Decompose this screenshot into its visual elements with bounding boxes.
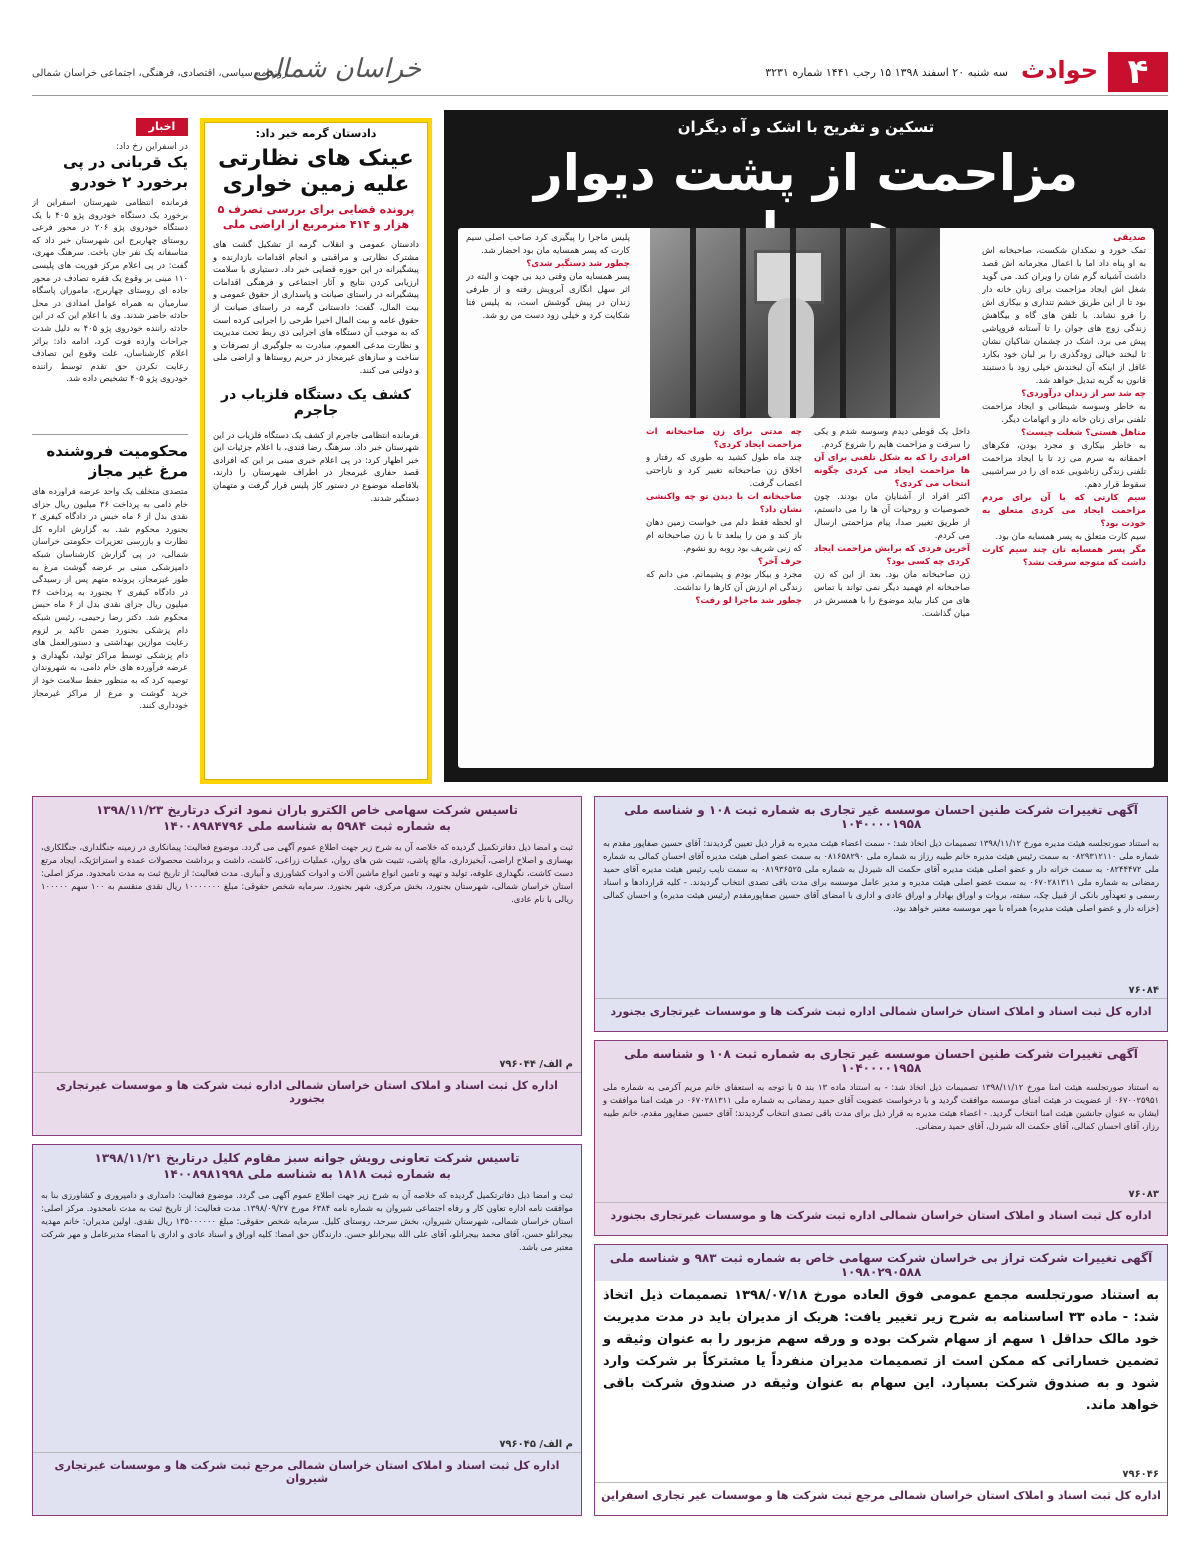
article-kicker: تسکین و تفریح با اشک و آه دیگران bbox=[677, 118, 935, 136]
ad-title: آگهی تغییرات شرکت طنین احسان موسسه غیر تجاری به شماره ثبت ۱۰۸ و شناسه ملی ۱۰۴۰۰۰۰۱۹۵۸ bbox=[624, 803, 1138, 831]
article-paragraph: سیم کارت متعلق به پسر همسایه مان بود. bbox=[995, 532, 1146, 542]
yellow-box-heading-2: کشف یک دستگاه فلزیاب در جاجرم bbox=[221, 386, 411, 419]
news-label: اخبار bbox=[136, 118, 188, 136]
ad-registration: به شماره ثبت ۵۹۸۴ به شناسه ملی ۱۴۰۰۸۹۸۴۷۹۶ bbox=[163, 819, 451, 833]
article-column-4 bbox=[466, 232, 630, 758]
ad-title: آگهی تغییرات شرکت طنین احسان موسسه غیر تجاری به شماره ثبت ۱۰۸ و شناسه ملی ۱۰۴۰۰۰۰۱۹۵۸ bbox=[624, 1047, 1138, 1075]
page-number: ۴ bbox=[1108, 52, 1168, 92]
interview-question: متاهل هستی؟ شغلت چیست؟ bbox=[1021, 428, 1146, 438]
article-column-1 bbox=[982, 232, 1146, 758]
interview-question: چطور شد ماجرا لو رفت؟ bbox=[695, 596, 802, 606]
ad-code: ۷۶۰۸۳ bbox=[1128, 1189, 1159, 1200]
interview-question: چه مدتی برای زن صاحبخانه ات مزاحمت ایجاد کردی؟ bbox=[646, 427, 802, 450]
prison-bars-photo bbox=[650, 228, 940, 418]
article-column-2 bbox=[814, 426, 970, 758]
left-news-column bbox=[32, 118, 188, 784]
news-headline-1: یک قربانی در پی برخورد ۲ خودرو bbox=[62, 153, 188, 191]
ad-footer: اداره کل ثبت اسناد و املاک استان خراسان شمالی اداره ثبت شرکت ها و موسسات غیرتجاری بجنورد bbox=[33, 1072, 581, 1111]
ad-code: ۷۹۶۰۴۶ bbox=[1122, 1469, 1159, 1480]
yellow-box-title: عینک های نظارتی علیه زمین خواری bbox=[218, 146, 414, 197]
interview-question: حرف آخر؟ bbox=[758, 557, 802, 567]
window-shape bbox=[754, 250, 824, 304]
article-headline: مزاحمت از پشت دیوار bbox=[533, 144, 1079, 202]
article-paragraph: چند ماه طول کشید به طوری که رفتار و اخلاق زن صاحبخانه تغییر کرد و ناراحتی اعصاب گرفت. bbox=[646, 453, 802, 489]
interview-question: چطور شد دستگیر شدی؟ bbox=[526, 259, 630, 269]
yellow-box-body-2: فرمانده انتظامی جاجرم از کشف یک دستگاه فلزیاب در این شهرستان خبر داد. سرهنگ رضا قندی، با اعلام جزئیات این خبر اظهار کرد: در پی اعلام خبری مبنی بر این که افرادی قصد حفاری غیرمجاز در اطراف شهرستان را دارند، بلافاصله موضوع در دستور کار پلیس قرار گرفت و متهمان دستگیر شدند. bbox=[213, 429, 419, 503]
article-paragraph: پلیس ماجرا را پیگیری کرد صاحب اصلی سیم کارت که پسر همسایه مان بود احضار شد. bbox=[466, 233, 630, 256]
ad-code: م الف/ ۷۹۶۰۴۵ bbox=[499, 1439, 573, 1450]
newspaper-logo: خراسان شمالی bbox=[252, 54, 422, 84]
legal-ad-4 bbox=[32, 796, 582, 1136]
main-article bbox=[444, 110, 1168, 782]
ad-body: ثبت و امضا ذیل دفاترتکمیل گردیده که خلاصه آن به شرح زیر جهت اطلاع عموم آگهی می گردد. موضوع فعالیت: دامداری و دامپروری و کشاورزی بنا به موافقت نامه اداره تعاون کار و رفاه اجتماعی شیروان به شماره نامه ۶۳۸۴ مورخ ۱۳۹۸/۰۹/۲۷. مدت فعالیت: از تاریخ ثبت به مدت نامحدود. مرکز اصلی: استان خراسان شمالی، شهرستان شیروان، بخش سرحد، روستای کلیل. سرمایه شخص حقوقی: مبلغ ۱۳۵۰۰۰۰۰۰ ریال نقدی. اولین مدیران: خانم مهدیه بیجرانلو حسن، آقای محمد بیجرانلو، آقای علی الله بیجرانلو حسن. دارندگان حق امضا: کلیه اوراق و اسناد عادی و اداری با امضاء مدیرعامل و مهر شرکت معتبر می باشد. bbox=[41, 1190, 574, 1252]
interview-question: صاحبخانه ات با دیدن تو چه واکنشی نشان داد؟ bbox=[646, 492, 802, 515]
yellow-box-kicker: دادستان گرمه خبر داد: bbox=[205, 123, 427, 144]
article-paragraph: او لحظه فقط دلم می خواست زمین دهان باز کند و من را ببلعد تا با زن صاحبخانه ام که زنی شریف بود روبه رو نشوم. bbox=[646, 518, 802, 554]
article-paragraph: مجرد و بیکار بودم و پشیمانم. می دانم که زندگی ام ارزش آن کارها را نداشت. bbox=[646, 570, 802, 593]
newspaper-tagline: روزنامه سیاسی، اقتصادی، فرهنگی، اجتماعی خراسان شمالی bbox=[32, 68, 287, 79]
legal-ad-3 bbox=[594, 1244, 1168, 1516]
article-paragraph: اکثر افراد از آشنایان مان بودند. چون خصوصیات و روحیات آن ها را می دانستم، از طریق تغییر صدا، پیام مزاحمتی ارسال می کردم. bbox=[814, 492, 970, 541]
article-paragraph: به خاطر وسوسه شیطانی و ایجاد مزاحمت تلفنی برای زنان خانه دار و اتهامات دیگر. bbox=[982, 402, 1146, 425]
news-headline-2: محکومیت فروشنده مرغ غیر مجاز bbox=[32, 434, 188, 481]
article-paragraph: به خاطر بیکاری و مجرد بودن، فکرهای احمقانه به سرم می زد تا با ایجاد مزاحمت تلفنی زندگی زناشویی عده ای را در سراشیبی سقوط قرار دهم. bbox=[982, 441, 1146, 490]
article-paragraph: داخل یک قوطی دیدم وسوسه شدم و یکی را سرقت و مزاحمت هایم را شروع کردم. bbox=[814, 427, 970, 450]
interview-question: آخرین فردی که برایش مزاحمت ایجاد کردی چه کسی بود؟ bbox=[814, 544, 970, 567]
ad-body: به استناد صورتجلسه هیئت امنا مورخ ۱۳۹۸/۱۱/۱۲ تصمیمات ذیل اتخاذ شد: - به استناد ماده ۱۳ بند ۵ با توجه به استعفای خانم مریم آکرمی به شماره ملی ۰۶۷۰۰۲۵۹۵۱ از عضویت در هیئت امنای موسسه موافقت گردید و با درخواست عضویت آقای حمید رمضانی به شماره ملی ۰۶۷۰۲۸۱۳۱۱ در هیئت امنا موافقت و ایشان به عنوان جانشین هیئت امنا انتخاب گردید. - اعضاء هیئت مدیره به قرار ذیل برای مدت باقی تصدی انتخاب گردیدند: آقای حسین صفاپور مقدم، خانم طیبه رزاز، آقای احسان کمالی، آقای حکمت اله شیردل، آقای حمید رمضانی. bbox=[603, 1082, 1159, 1131]
article-paragraph: زن صاحبخانه مان بود. بعد از این که زن صاحبخانه ام فهمید دیگر نمی تواند با تماس های من کنار بیاید موضوع را با همسرش در میان گذاشت. bbox=[814, 570, 970, 619]
ad-title: آگهی تغییرات شرکت تراز بی خراسان شرکت سهامی خاص به شماره ثبت ۹۸۳ و شناسه ملی ۱۰۹۸۰۲۹۰۵۸۸ bbox=[595, 1245, 1167, 1281]
news-kicker: در اسفراین رخ داد: bbox=[115, 142, 188, 152]
article-paper bbox=[458, 228, 1154, 768]
interview-question: سیم کارتی که با آن برای مردم مزاحمت ایجاد می کردی متعلق به خودت بود؟ bbox=[982, 493, 1146, 529]
article-author: صدیقی bbox=[1113, 233, 1146, 243]
section-title: حوادث bbox=[1020, 56, 1098, 84]
ad-title: تاسیس شرکت تعاونی رویش جوانه سبز مقاوم کلیل درتاریخ ۱۳۹۸/۱۱/۲۱ bbox=[94, 1151, 520, 1165]
yellow-box-body: دادستان عمومی و انقلاب گرمه از تشکیل گشت های مشترک نظارتی و مراقبتی و انجام اقدامات بازدارنده و پیشگیرانه در این حوزه قضایی خبر داد. دستیاری با سلامت ارزیابی کردن نتایج و آثار اجتماعی و فرهنگی اقدامات پیشگیرانه در راستای صیانت و پاسداری از حقوق عمومی و بیت المال، گفت: دادستانی گرمه در راستای صیانت از حقوق عامه و بیت المال اخیرا طرحی را اجرایی کرده است که به موجب آن دستگاه های اجرایی ذی ربط تحت مدیریت و نظارت مدعی العموم، مبادرت به جلوگیری از تصرفات و ساخت و سازهای غیرمجاز در حریم روستاها و اراضی ملی و دولتی می کنند. bbox=[213, 239, 419, 375]
interview-question: مگر پسر همسایه تان چند سیم کارت داشت که متوجه سرقت نشد؟ bbox=[982, 545, 1146, 568]
news-body-1: فرمانده انتظامی شهرستان اسفراین از برخورد یک دستگاه خودروی پژو ۴۰۵ با یک دستگاه خودروی پژو ۲۰۶ در محور فرعی روستای چهاربرج این شهرستان خبر داد که متاسفانه یک نفر جان باخت. سرهنگ مهری، گفت: در پی اعلام مرکز فوریت های پلیسی ۱۱۰ مبنی بر وقوع یک فقره تصادف در محور جاده ای روستای چهاربرج، ماموران پاسگاه سارمیان به همراه عوامل امدادی در محل حادثه حاضر شدند. وی با اعلام این که در این حادثه راننده خودروی پژو ۴۰۵ به دلیل شدت جراحات وارده فوت کرد، ادامه داد: براثر اعلام کارشناسان، علت وقوع این تصادف رعایت نکردن حق تقدم توسط راننده خودروی پژو ۴۰۵ تشخیص داده شد. bbox=[32, 197, 188, 384]
dateline: سه شنبه ۲۰ اسفند ۱۳۹۸ ۱۵ رجب ۱۴۴۱ شماره ۳۲۳۱ bbox=[765, 66, 1008, 79]
legal-ad-1 bbox=[594, 796, 1168, 1032]
interview-question: افرادی را که به شکل تلفنی برای آن ها مزاحمت ایجاد می کردی چگونه انتخاب می کردی؟ bbox=[814, 453, 970, 489]
ad-body: ثبت و امضا ذیل دفاترتکمیل گردیده که خلاصه آن به شرح زیر جهت اطلاع عموم آگهی می گردد. موضوع فعالیت: پیمانکاری در زمینه جنگلداری، جنگلکاری، بهسازی و اصلاح اراضی، آبخیزداری، مالچ پاشی، تثبیت شن های روان، عملیات زراعی، کاشت، داشت و برداشت محصولات عمده و استراتژیک، ایجاد مرتع دست کاشت، نگهداری علوفه، تولید و تهیه و تامین انواع ماشین آلات و ادوات کشاورزی و آبیاری. مدت فعالیت: از تاریخ ثبت به مدت نامحدود. مرکز اصلی: استان خراسان شمالی، شهرستان بجنورد، بخش مرکزی، شهر بجنورد. سرمایه شخص حقوقی: مبلغ ۱۰۰۰۰۰۰۰ ریال نقدی منقسم به ۱۰۰ سهم ۱۰۰۰۰۰ ریالی با نام عادی. bbox=[41, 842, 573, 904]
ad-body: به استناد صورتجلسه هیئت مدیره مورخ ۱۳۹۸/۱۱/۱۲ تصمیمات ذیل اتخاذ شد: - سمت اعضاء هیئت مدیره به قرار ذیل تعیین گردیدند: آقای حسین صفاپور مقدم به شماره ملی ۰۸۲۹۳۱۲۱۱۰ به سمت رئیس هیئت مدیره خانم طیبه رزاز به شماره ملی ۰۸۱۶۵۸۲۹۰ به سمت عضو اصلی هیئت مدیره آقای احسان کمالی به شماره ملی ۰۸۲۴۴۴۷۲ به سمت خزانه دار و عضو اصلی هیئت مدیره آقای حکمت اله شیردل به شماره ملی ۰۸۱۹۳۶۵۲۵ به سمت نایب رئیس هیئت مدیره آقای حمید رمضانی به شماره ملی ۰۶۷۰۲۸۱۳۱۱ به سمت عضو اصلی هیئت مدیره و مدیر عامل موسسه برای مدت باقی تصدی انتخاب گردیدند. - کلیه قراردادها و اسناد رسمی و تعهدآور بانکی از قبیل چک، سفته، بروات و اوراق بهادار و اوراق عادی و اداری با امضای آقای حسین صفاپورمقدم (رئیس هیئت مدیره) و احسان کمالی (خزانه دار و عضو اصلی هیئت مدیره) همراه با مهر موسسه معتبر خواهد بود. bbox=[603, 838, 1159, 913]
article-paragraph: تمک خورد و نمکدان شکست، صاحبخانه اش به او پناه داد اما با اعمال مجرمانه اش قصد داشت آشیانه گرم شان را ویران کند. می گوید شغل اش ایجاد مزاحمت برای زنان خانه دار بود تا از این طریق خشم تنداری و بیکاری اش را فرو نشاند. با تلفن های گاه و بیگاهش زندگی زوج های جوان را تا آستانه فروپاشی پیش می برد. اشک در چشمان شاکیان نشان تا لبخند خیالی زودگذری را بر لبان خود بکارد غافل از اینکه آن لبخندش خیلی زود با دستبند قانون به گریه تبدیل خواهد شد. bbox=[982, 246, 1146, 386]
page-header bbox=[32, 48, 1168, 96]
ad-registration: به شماره ثبت ۱۸۱۸ به شناسه ملی ۱۴۰۰۸۹۸۱۹۹۸ bbox=[163, 1167, 451, 1181]
legal-ad-5 bbox=[32, 1144, 582, 1516]
ad-footer: اداره کل ثبت اسناد و املاک استان خراسان شمالی مرجع ثبت شرکت ها و موسسات غیرتجاری شیروان bbox=[33, 1452, 581, 1491]
ad-title: تاسیس شرکت سهامی خاص الکترو باران نمود اترک درتاریخ ۱۳۹۸/۱۱/۲۳ bbox=[95, 803, 519, 817]
interview-question: چه شد سر از زندان درآوردی؟ bbox=[1021, 389, 1146, 399]
ad-footer: اداره کل ثبت اسناد و املاک استان خراسان شمالی اداره ثبت شرکت ها و موسسات غیرتجاری بجنورد bbox=[595, 1202, 1167, 1228]
legal-ad-2 bbox=[594, 1040, 1168, 1236]
ad-footer: اداره کل ثبت اسناد و املاک استان خراسان شمالی مرجع ثبت شرکت ها و موسسات غیر تجاری اسفراین bbox=[595, 1482, 1167, 1508]
ad-code: م الف/ ۷۹۶۰۴۴ bbox=[499, 1059, 573, 1070]
ad-footer: اداره کل ثبت اسناد و املاک استان خراسان شمالی اداره ثبت شرکت ها و موسسات غیرتجاری بجنورد bbox=[595, 998, 1167, 1024]
ad-body: به استناد صورتجلسه مجمع عمومی فوق العاده مورخ ۱۳۹۸/۰۷/۱۸ تصمیمات ذیل اتخاذ شد: - ماده ۳۳ اساسنامه به شرح زیر تغییر یافت: هریک از مدیران باید در مدت مدیریت خود مالک حداقل ۱ سهم از سهام شرکت بوده و ورقه سهم مزبور را به عنوان وثیقه و تضمین خساراتی که ممکن است از تصمیمات مدیران منفرداً یا مشترکاً بر شرکت وارد شود و به صندوق شرکت بسپارد. این سهام به عنوان وثیقه در صندوق شرکت باقی خواهد ماند. bbox=[603, 1288, 1159, 1413]
yellow-box-subtitle: پرونده قضایی برای بررسی تصرف ۵ هزار و ۴۱۴ مترمربع از اراضی ملی bbox=[217, 203, 415, 231]
ad-code: ۷۶۰۸۴ bbox=[1128, 985, 1159, 996]
article-column-3 bbox=[646, 426, 802, 758]
yellow-news-box bbox=[200, 118, 432, 784]
article-paragraph: پسر همسایه مان وقتی دید بی جهت و البته در اثر سهل انگاری آبرویش رفته و از طرفی زندان در پیش گوشش است، به پلیس فتا شکایت کرد و خیلی زود دست من رو شد. bbox=[466, 272, 630, 321]
news-body-2: متصدی متخلف یک واحد عرضه فراورده های خام دامی به پرداخت ۳۶ میلیون ریال جزای نقدی بدل از ۶ ماه حبس در دادگاه کیفری ۲ بجنورد محکوم شد. به گزارش اداره کل نظارت و بازرسی تعزیرات حکومتی خراسان شمالی، در پی گزارش کارشناسان شبکه دامپزشکی مبنی بر عرضه گوشت مرغ به طور غیرمجاز، پرونده متهم پس از رسیدگی در دادگاه کیفری ۲ بجنورد به پرداخت ۳۶ میلیون ریال جزای نقدی بدل از ۶ ماه حبس محکوم شد. دکتر رضا رحیمی، رئیس شبکه دام پزشکی بجنورد ضمن تاکید بر لزوم رعایت موازین بهداشتی و دستورالعمل های دام پزشکی توسط مراکز تولید، نگهداری و عرضه فرآورده های خام دامی، به شهروندان توصیه کرد که به منظور حفظ سلامت خود از خرید گوشت و مرغ از مراکز غیرمجاز خودداری کنند. bbox=[32, 486, 188, 711]
